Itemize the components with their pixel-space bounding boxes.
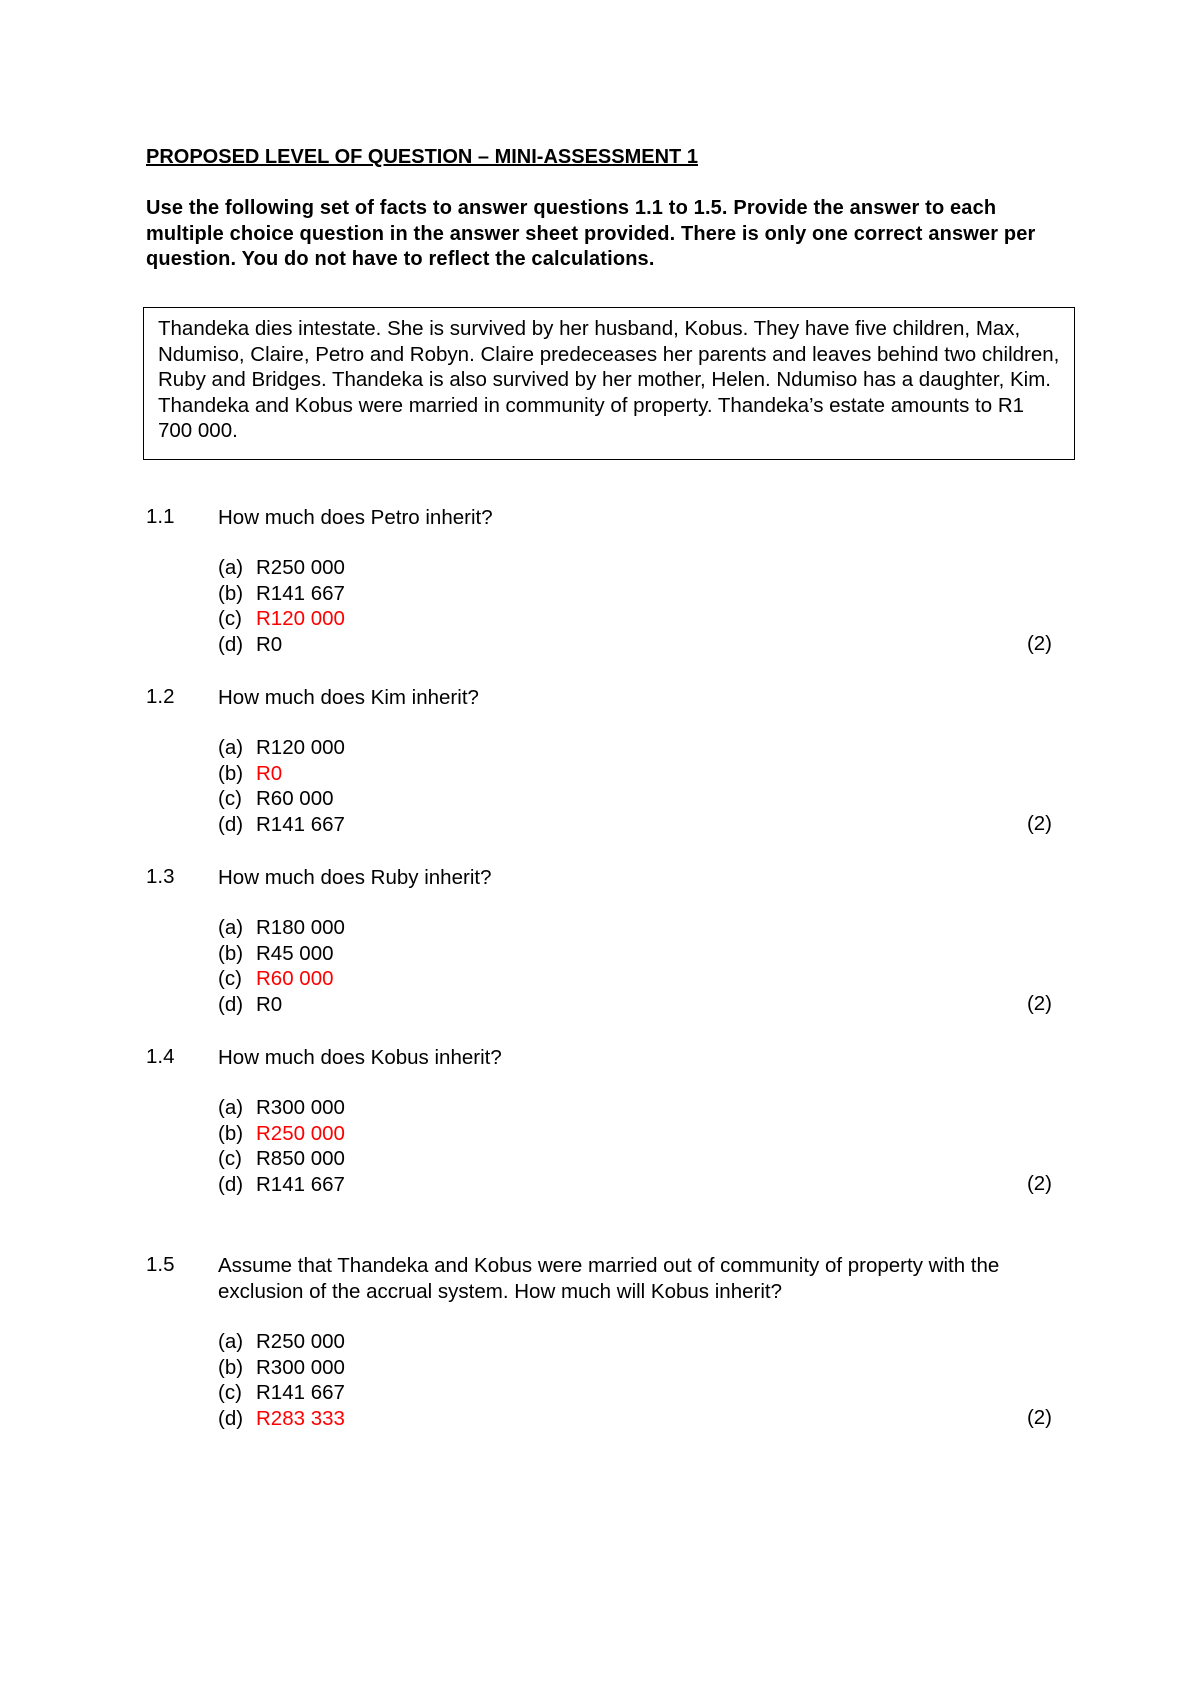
question-text: How much does Kim inherit? <box>218 686 479 709</box>
option-item <box>218 1380 1078 1406</box>
options-list <box>218 915 1078 1017</box>
option-value: R0 <box>256 632 283 656</box>
option-item <box>218 1172 1078 1198</box>
option-item <box>218 1329 1078 1355</box>
option-item <box>218 735 1078 761</box>
option-item <box>218 786 1078 812</box>
option-letter: (b) <box>218 941 244 965</box>
option-letter: (c) <box>218 967 242 990</box>
page-title: PROPOSED LEVEL OF QUESTION – MINI-ASSESSMENT 1 <box>146 146 698 168</box>
question-number: 1.3 <box>146 865 175 888</box>
option-value: R60 000 <box>256 787 334 810</box>
option-value: R141 667 <box>256 581 345 605</box>
option-value: R141 667 <box>256 1172 345 1196</box>
option-value: R250 000 <box>256 556 345 579</box>
option-value: R180 000 <box>256 916 345 939</box>
options-list <box>218 735 1078 837</box>
option-letter: (b) <box>218 1121 244 1145</box>
option-letter: (b) <box>218 1355 244 1379</box>
option-item <box>218 1406 1078 1432</box>
marks-label: (2) <box>1026 1405 1052 1429</box>
option-letter: (c) <box>218 1381 242 1404</box>
option-item <box>218 555 1078 581</box>
options-list <box>218 1329 1078 1431</box>
option-item <box>218 761 1078 787</box>
marks-label: (2) <box>1026 811 1052 835</box>
option-letter: (d) <box>218 1172 244 1196</box>
question-text: How much does Petro inherit? <box>218 506 493 529</box>
option-letter: (a) <box>218 1330 244 1353</box>
option-item <box>218 915 1078 941</box>
option-value: R141 667 <box>256 1381 345 1404</box>
question-text: How much does Kobus inherit? <box>218 1046 502 1069</box>
option-letter: (c) <box>218 607 242 630</box>
option-value: R141 667 <box>256 812 345 836</box>
option-value: R300 000 <box>256 1096 345 1119</box>
option-letter: (d) <box>218 1406 244 1430</box>
option-letter: (a) <box>218 1096 244 1119</box>
instructions: Use the following set of facts to answer questions 1.1 to 1.5. Provide the answer to each multiple choice question in the answer sheet provided. There is only one correct answer per question. You do not have to reflect the calculations. <box>146 197 1036 270</box>
option-item <box>218 1095 1078 1121</box>
option-item <box>218 941 1078 967</box>
question-number: 1.4 <box>146 1045 175 1068</box>
option-letter: (c) <box>218 1147 242 1170</box>
option-value-correct: R250 000 <box>256 1121 345 1145</box>
option-item <box>218 992 1078 1018</box>
option-value-correct: R283 333 <box>256 1406 345 1430</box>
question-number: 1.5 <box>146 1253 175 1276</box>
question-number: 1.2 <box>146 685 175 708</box>
marks-label: (2) <box>1026 1171 1052 1195</box>
option-letter: (a) <box>218 736 244 759</box>
question-number: 1.1 <box>146 505 175 528</box>
option-value-correct: R60 000 <box>256 967 334 990</box>
option-letter: (d) <box>218 812 244 836</box>
option-letter: (b) <box>218 761 244 785</box>
options-list <box>218 555 1078 657</box>
options-list <box>218 1095 1078 1197</box>
option-value: R0 <box>256 992 283 1016</box>
option-item <box>218 812 1078 838</box>
option-value-correct: R0 <box>256 761 283 785</box>
option-letter: (d) <box>218 992 244 1016</box>
option-value: R45 000 <box>256 941 334 965</box>
option-item <box>218 966 1078 992</box>
option-letter: (a) <box>218 556 244 579</box>
option-value: R300 000 <box>256 1355 345 1379</box>
option-letter: (c) <box>218 787 242 810</box>
option-value: R850 000 <box>256 1147 345 1170</box>
option-value-correct: R120 000 <box>256 607 345 630</box>
option-item <box>218 1146 1078 1172</box>
option-item <box>218 606 1078 632</box>
option-item <box>218 1355 1078 1381</box>
option-value: R250 000 <box>256 1330 345 1353</box>
option-item <box>218 1121 1078 1147</box>
option-letter: (a) <box>218 916 244 939</box>
marks-label: (2) <box>1026 991 1052 1015</box>
option-letter: (d) <box>218 632 244 656</box>
facts-box: Thandeka dies intestate. She is survived by her husband, Kobus. They have five children, Max, Ndumiso, Claire, Petro and Robyn. Claire predeceases her parents and leaves behind two children, Ruby and Bridges. Thandeka is also survived by her mother, Helen. Ndumiso has a daughter, Kim. Thandeka and Kobus were married in community of property. Thandeka’s estate amounts to R1 700 000. <box>143 307 1075 460</box>
option-item <box>218 581 1078 607</box>
marks-label: (2) <box>1026 631 1052 655</box>
option-item <box>218 632 1078 658</box>
question-text: Assume that Thandeka and Kobus were married out of community of property with the exclusion of the accrual system. How much will Kobus inherit? <box>218 1254 1000 1303</box>
option-letter: (b) <box>218 581 244 605</box>
option-value: R120 000 <box>256 736 345 759</box>
question-text: How much does Ruby inherit? <box>218 866 492 889</box>
